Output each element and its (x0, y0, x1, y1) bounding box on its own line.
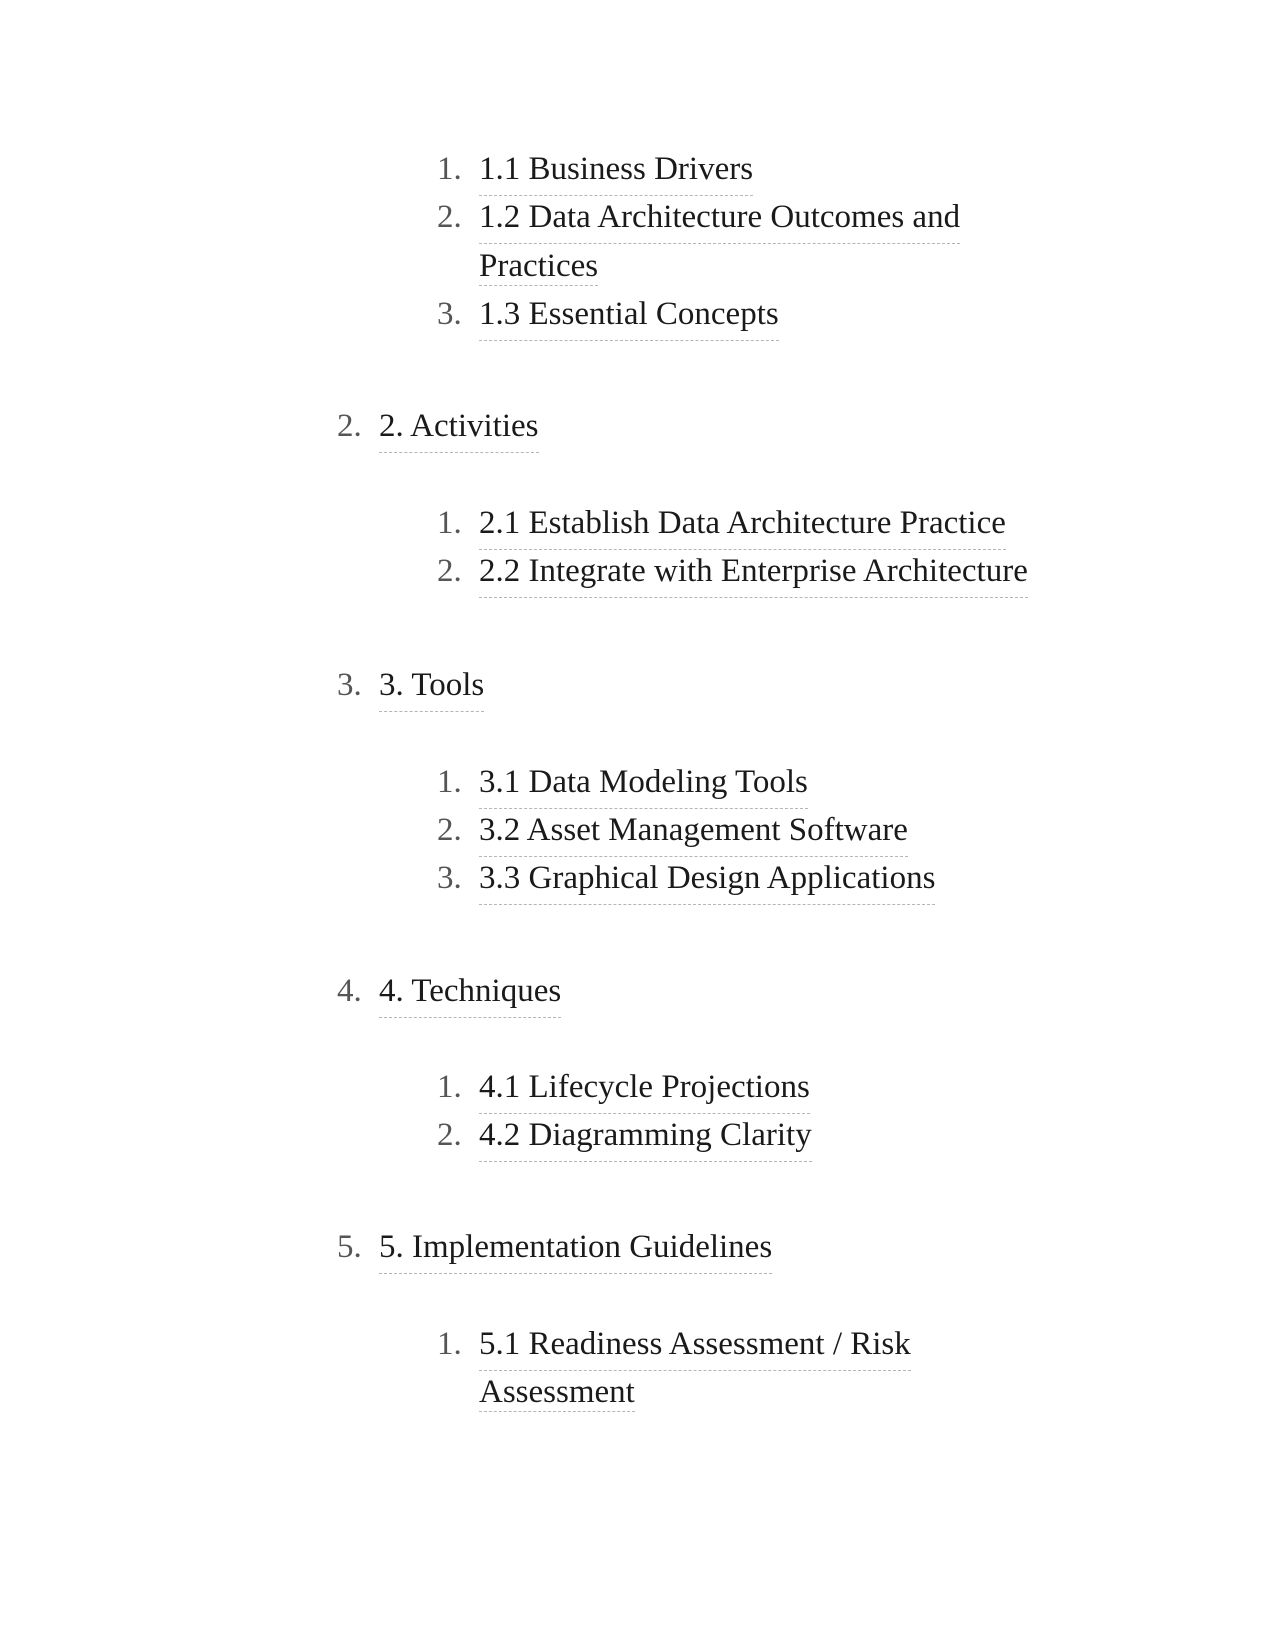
toc-item-4-2 (437, 1110, 812, 1162)
toc-link-3[interactable]: 3. Tools (379, 660, 484, 712)
toc-item-2-2 (437, 546, 1028, 598)
toc-item-5-1-continuation (479, 1367, 635, 1417)
toc-item-2-1 (437, 498, 1006, 550)
toc-link-2-2[interactable]: 2.2 Integrate with Enterprise Architecture (479, 546, 1028, 598)
list-number: 5. (337, 1229, 362, 1265)
toc-link-1-2-cont[interactable]: Practices (479, 248, 599, 284)
toc-section-3 (337, 660, 484, 712)
list-number: 1. (437, 1326, 462, 1362)
toc-link-3-3[interactable]: 3.3 Graphical Design Applications (479, 853, 935, 905)
list-number: 2. (337, 408, 362, 444)
toc-link-4-1[interactable]: 4.1 Lifecycle Projections (479, 1062, 810, 1114)
toc-link-4[interactable]: 4. Techniques (379, 966, 561, 1018)
list-number: 4. (337, 973, 362, 1009)
toc-item-1-3 (437, 289, 779, 341)
toc-item-3-2 (437, 805, 908, 857)
list-number: 2. (437, 199, 462, 235)
toc-link-3-1[interactable]: 3.1 Data Modeling Tools (479, 757, 808, 809)
toc-link-5[interactable]: 5. Implementation Guidelines (379, 1222, 772, 1274)
list-number: 2. (437, 1117, 462, 1153)
list-number: 2. (437, 812, 462, 848)
list-number: 1. (437, 764, 462, 800)
toc-link-3-2[interactable]: 3.2 Asset Management Software (479, 805, 908, 857)
toc-link-1-3[interactable]: 1.3 Essential Concepts (479, 289, 779, 341)
toc-item-1-2 (437, 192, 960, 244)
list-number: 3. (437, 296, 462, 332)
toc-link-2-1[interactable]: 2.1 Establish Data Architecture Practice (479, 498, 1006, 550)
toc-item-3-1 (437, 757, 808, 809)
toc-item-4-1 (437, 1062, 810, 1114)
list-number: 3. (437, 860, 462, 896)
list-number: 1. (437, 151, 462, 187)
toc-section-5 (337, 1222, 772, 1274)
toc-link-1-2[interactable]: 1.2 Data Architecture Outcomes and (479, 192, 960, 244)
list-number: 3. (337, 667, 362, 703)
toc-item-3-3 (437, 853, 935, 905)
toc-link-2[interactable]: 2. Activities (379, 401, 539, 453)
toc-link-4-2[interactable]: 4.2 Diagramming Clarity (479, 1110, 812, 1162)
toc-section-2 (337, 401, 539, 453)
toc-link-5-1-cont[interactable]: Assessment (479, 1374, 635, 1410)
toc-link-5-1[interactable]: 5.1 Readiness Assessment / Risk (479, 1319, 911, 1371)
toc-item-1-2-continuation (479, 241, 598, 291)
list-number: 1. (437, 1069, 462, 1105)
list-number: 2. (437, 553, 462, 589)
toc-item-5-1 (437, 1319, 911, 1371)
toc-link-1-1[interactable]: 1.1 Business Drivers (479, 144, 753, 196)
list-number: 1. (437, 505, 462, 541)
toc-section-4 (337, 966, 561, 1018)
toc-item-1-1 (437, 144, 753, 196)
